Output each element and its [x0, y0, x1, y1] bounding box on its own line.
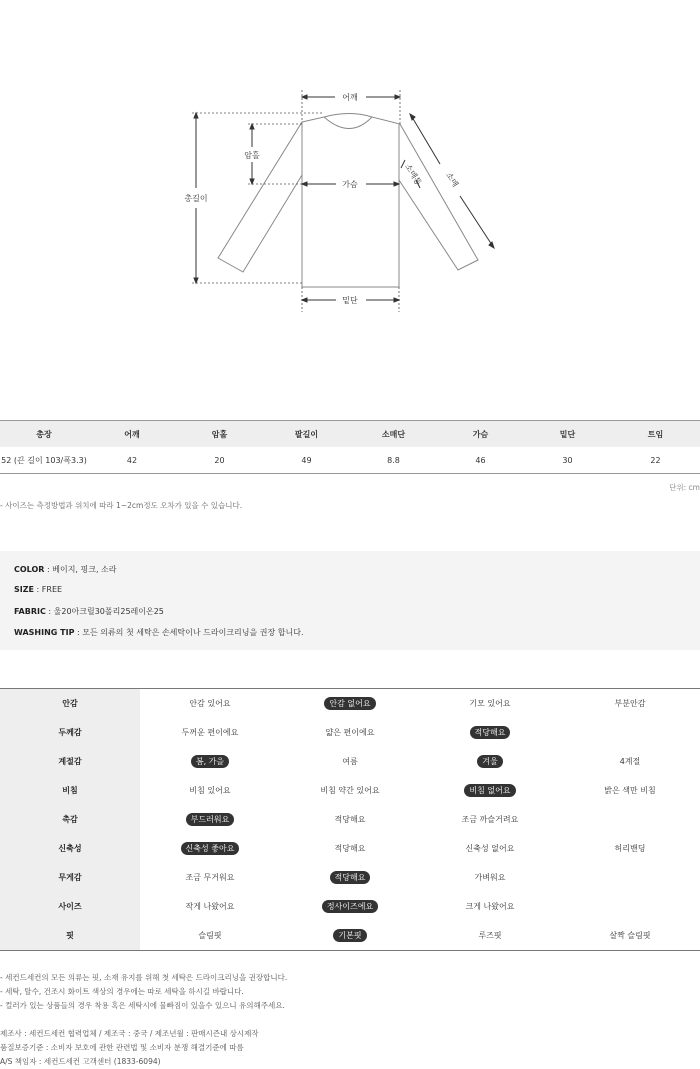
size-value: 52 (끈 길이 103/폭3.3)	[1, 455, 87, 465]
fit-option-cell	[280, 871, 420, 884]
care-note: - 컬러가 있는 상품들의 경우 착용 혹은 세탁시에 물빠짐이 있을수 있으니 유의해주세요.	[0, 1001, 285, 1010]
size-value: 42	[126, 455, 138, 465]
fit-option: 허리밴딩	[614, 844, 646, 853]
fit-option: 살짝 슬림핏	[609, 931, 651, 940]
fit-option	[625, 876, 635, 880]
fit-option-cell	[140, 842, 280, 855]
fit-option-selected: 봄, 가을	[191, 755, 229, 768]
chest-label: 가슴	[342, 180, 358, 189]
fit-option: 기모 있어요	[469, 699, 511, 708]
fit-option-cell	[560, 784, 700, 797]
fit-option-cell	[420, 726, 560, 739]
fit-option-cell	[420, 871, 560, 884]
fit-option: 밝은 색만 비침	[604, 786, 656, 795]
size-value: 46	[475, 455, 486, 465]
fit-option-cell	[280, 726, 420, 739]
fit-option-selected: 비침 없어요	[464, 784, 515, 797]
fit-row	[0, 776, 700, 805]
fit-option-cell	[280, 755, 420, 768]
size-header: 암홀	[211, 429, 228, 439]
fit-option-cell	[140, 784, 280, 797]
fit-option: 조금 무거워요	[185, 873, 235, 882]
fit-option: 얇은 편이에요	[325, 728, 375, 737]
fit-option-cell	[420, 929, 560, 942]
fit-option: 적당해요	[334, 844, 366, 853]
hem-label: 밑단	[342, 296, 358, 305]
fit-option	[625, 818, 635, 822]
fit-row	[0, 892, 700, 921]
company-note: 제조사 : 세컨드세컨 협력업체 / 제조국 : 중국 / 제조년월 : 판매시즌내 상시제작	[0, 1029, 259, 1038]
neckline	[324, 114, 372, 118]
fit-option-cell	[560, 905, 700, 909]
fit-option-cell	[280, 900, 420, 913]
fit-option: 적당해요	[334, 815, 366, 824]
size-table-header	[0, 421, 700, 447]
fit-row	[0, 718, 700, 747]
company-note: A/S 책임자 : 세컨드세컨 고객센터 (1833-6094)	[0, 1057, 161, 1066]
fit-row-label: 비침	[0, 776, 140, 805]
fit-option-cell	[420, 784, 560, 797]
armhole-label: 암홀	[244, 151, 260, 160]
fit-option-selected: 겨울	[477, 755, 502, 768]
size-table	[0, 420, 700, 474]
fit-option-cell	[560, 755, 700, 768]
fit-option-selected: 신축성 좋아요	[181, 842, 240, 855]
washing-info	[14, 627, 304, 638]
color-value: : 베이지, 핑크, 소라	[44, 565, 117, 574]
fit-row	[0, 689, 700, 718]
fit-option-cell	[140, 697, 280, 710]
fit-option-cell	[560, 929, 700, 942]
fit-table	[0, 688, 700, 951]
fit-option: 비침 약간 있어요	[320, 786, 380, 795]
fit-option: 크게 나왔어요	[465, 902, 515, 911]
fit-option-cell	[560, 697, 700, 710]
size-header: 어깨	[124, 429, 140, 439]
product-info	[0, 551, 700, 650]
size-info	[14, 585, 62, 594]
fit-row	[0, 921, 700, 950]
fit-option	[625, 905, 635, 909]
fit-option-cell	[560, 876, 700, 880]
size-header: 밑단	[559, 429, 576, 439]
color-label: COLOR	[14, 565, 45, 574]
fit-option-cell	[420, 755, 560, 768]
fit-option: 안감 있어요	[189, 699, 231, 708]
fit-option-cell	[420, 842, 560, 855]
size-value: 22	[650, 455, 661, 465]
size-value: 8.8	[387, 455, 400, 465]
fit-option: 부분안감	[614, 699, 646, 708]
fit-option-selected: 기본핏	[333, 929, 366, 942]
size-unit: 단위: cm	[669, 483, 700, 492]
fit-row	[0, 863, 700, 892]
fit-row-label: 사이즈	[0, 892, 140, 921]
fit-row	[0, 747, 700, 776]
fabric-value: : 울20아크릴30폴리25레이온25	[45, 607, 164, 616]
fit-option-cell	[420, 900, 560, 913]
size-value: 20	[214, 455, 225, 465]
company-note: 품질보증기준 : 소비자 보호에 관한 관련법 및 소비자 분쟁 해결기준에 따름	[0, 1043, 244, 1052]
total-length-label: 총길이	[184, 194, 208, 203]
size-label: SIZE	[14, 585, 35, 594]
measurement-arrows	[194, 95, 494, 302]
fit-option: 작게 나왔어요	[185, 902, 235, 911]
fit-option-selected: 안감 없어요	[324, 697, 375, 710]
fit-row-label: 계절감	[0, 747, 140, 776]
fit-row-label: 신축성	[0, 834, 140, 863]
fit-option: 신축성 없어요	[465, 844, 515, 853]
fit-option-selected: 정사이즈에요	[322, 900, 378, 913]
fit-row	[0, 834, 700, 863]
fit-row	[0, 805, 700, 834]
fit-option: 조금 까슬거려요	[461, 815, 519, 824]
guide-lines	[192, 90, 400, 312]
garment-measurement-diagram	[0, 0, 700, 330]
color-info	[14, 564, 117, 575]
fit-option-cell	[280, 784, 420, 797]
fit-option-cell	[140, 813, 280, 826]
size-header: 가슴	[472, 429, 489, 439]
fit-option-cell	[280, 697, 420, 710]
sleeve-label: 소매	[444, 170, 461, 189]
size-note: - 사이즈는 측정방법과 위치에 따라 1~2cm정도 오차가 있을 수 있습니다.	[0, 501, 243, 510]
fit-option-cell	[420, 813, 560, 826]
care-note: - 세컨드세컨의 모든 의류는 핏, 소재 유지를 위해 첫 세탁은 드라이크리닝을 권장합니다.	[0, 973, 288, 982]
size-value: 30	[562, 455, 573, 465]
fit-row-label: 핏	[0, 921, 140, 950]
fabric-info	[14, 606, 164, 617]
fit-option: 가벼워요	[474, 873, 506, 882]
fit-option-selected: 적당해요	[330, 871, 371, 884]
washing-value: : 모든 의류의 첫 세탁은 손세탁이나 드라이크리닝을 권장 합니다.	[74, 628, 304, 637]
fit-option: 여름	[342, 757, 358, 766]
fit-option-cell	[140, 900, 280, 913]
fit-option: 비침 있어요	[189, 786, 231, 795]
fit-option-cell	[560, 731, 700, 735]
washing-label: WASHING TIP	[14, 628, 75, 637]
fit-row-label: 두께감	[0, 718, 140, 747]
sleeve-opening-label: 소매통	[403, 162, 424, 187]
size-value: : FREE	[34, 585, 63, 594]
fit-option-selected: 적당해요	[470, 726, 511, 739]
fit-option-cell	[140, 929, 280, 942]
size-header: 트임	[647, 429, 664, 439]
size-table-row	[0, 447, 700, 473]
fit-row-label: 무게감	[0, 863, 140, 892]
fit-option	[625, 731, 635, 735]
fit-option: 두꺼운 편이에요	[181, 728, 239, 737]
garment-outline	[218, 117, 478, 287]
fit-option-cell	[560, 818, 700, 822]
care-note: - 세탁, 탈수, 건조시 화이트 색상의 경우에는 따로 세탁을 하시길 바랍니다.	[0, 987, 244, 996]
size-header: 소매단	[381, 429, 406, 439]
fit-option-cell	[140, 755, 280, 768]
fit-option-cell	[140, 726, 280, 739]
size-value: 49	[301, 455, 312, 465]
shoulder-label: 어깨	[342, 93, 358, 102]
size-header: 총장	[36, 429, 52, 439]
fit-option-cell	[280, 842, 420, 855]
fit-option: 슬림핏	[198, 931, 222, 940]
fit-row-label: 촉감	[0, 805, 140, 834]
fabric-label: FABRIC	[14, 607, 46, 616]
fit-option: 루즈핏	[478, 931, 502, 940]
size-header: 팔길이	[294, 429, 319, 439]
fit-option-selected: 부드러워요	[186, 813, 235, 826]
fit-option-cell	[280, 813, 420, 826]
fit-option-cell	[280, 929, 420, 942]
fit-row-label: 안감	[0, 689, 140, 718]
fit-option-cell	[420, 697, 560, 710]
fit-option-cell	[560, 842, 700, 855]
fit-option: 4계절	[619, 757, 641, 766]
fit-option-cell	[140, 871, 280, 884]
